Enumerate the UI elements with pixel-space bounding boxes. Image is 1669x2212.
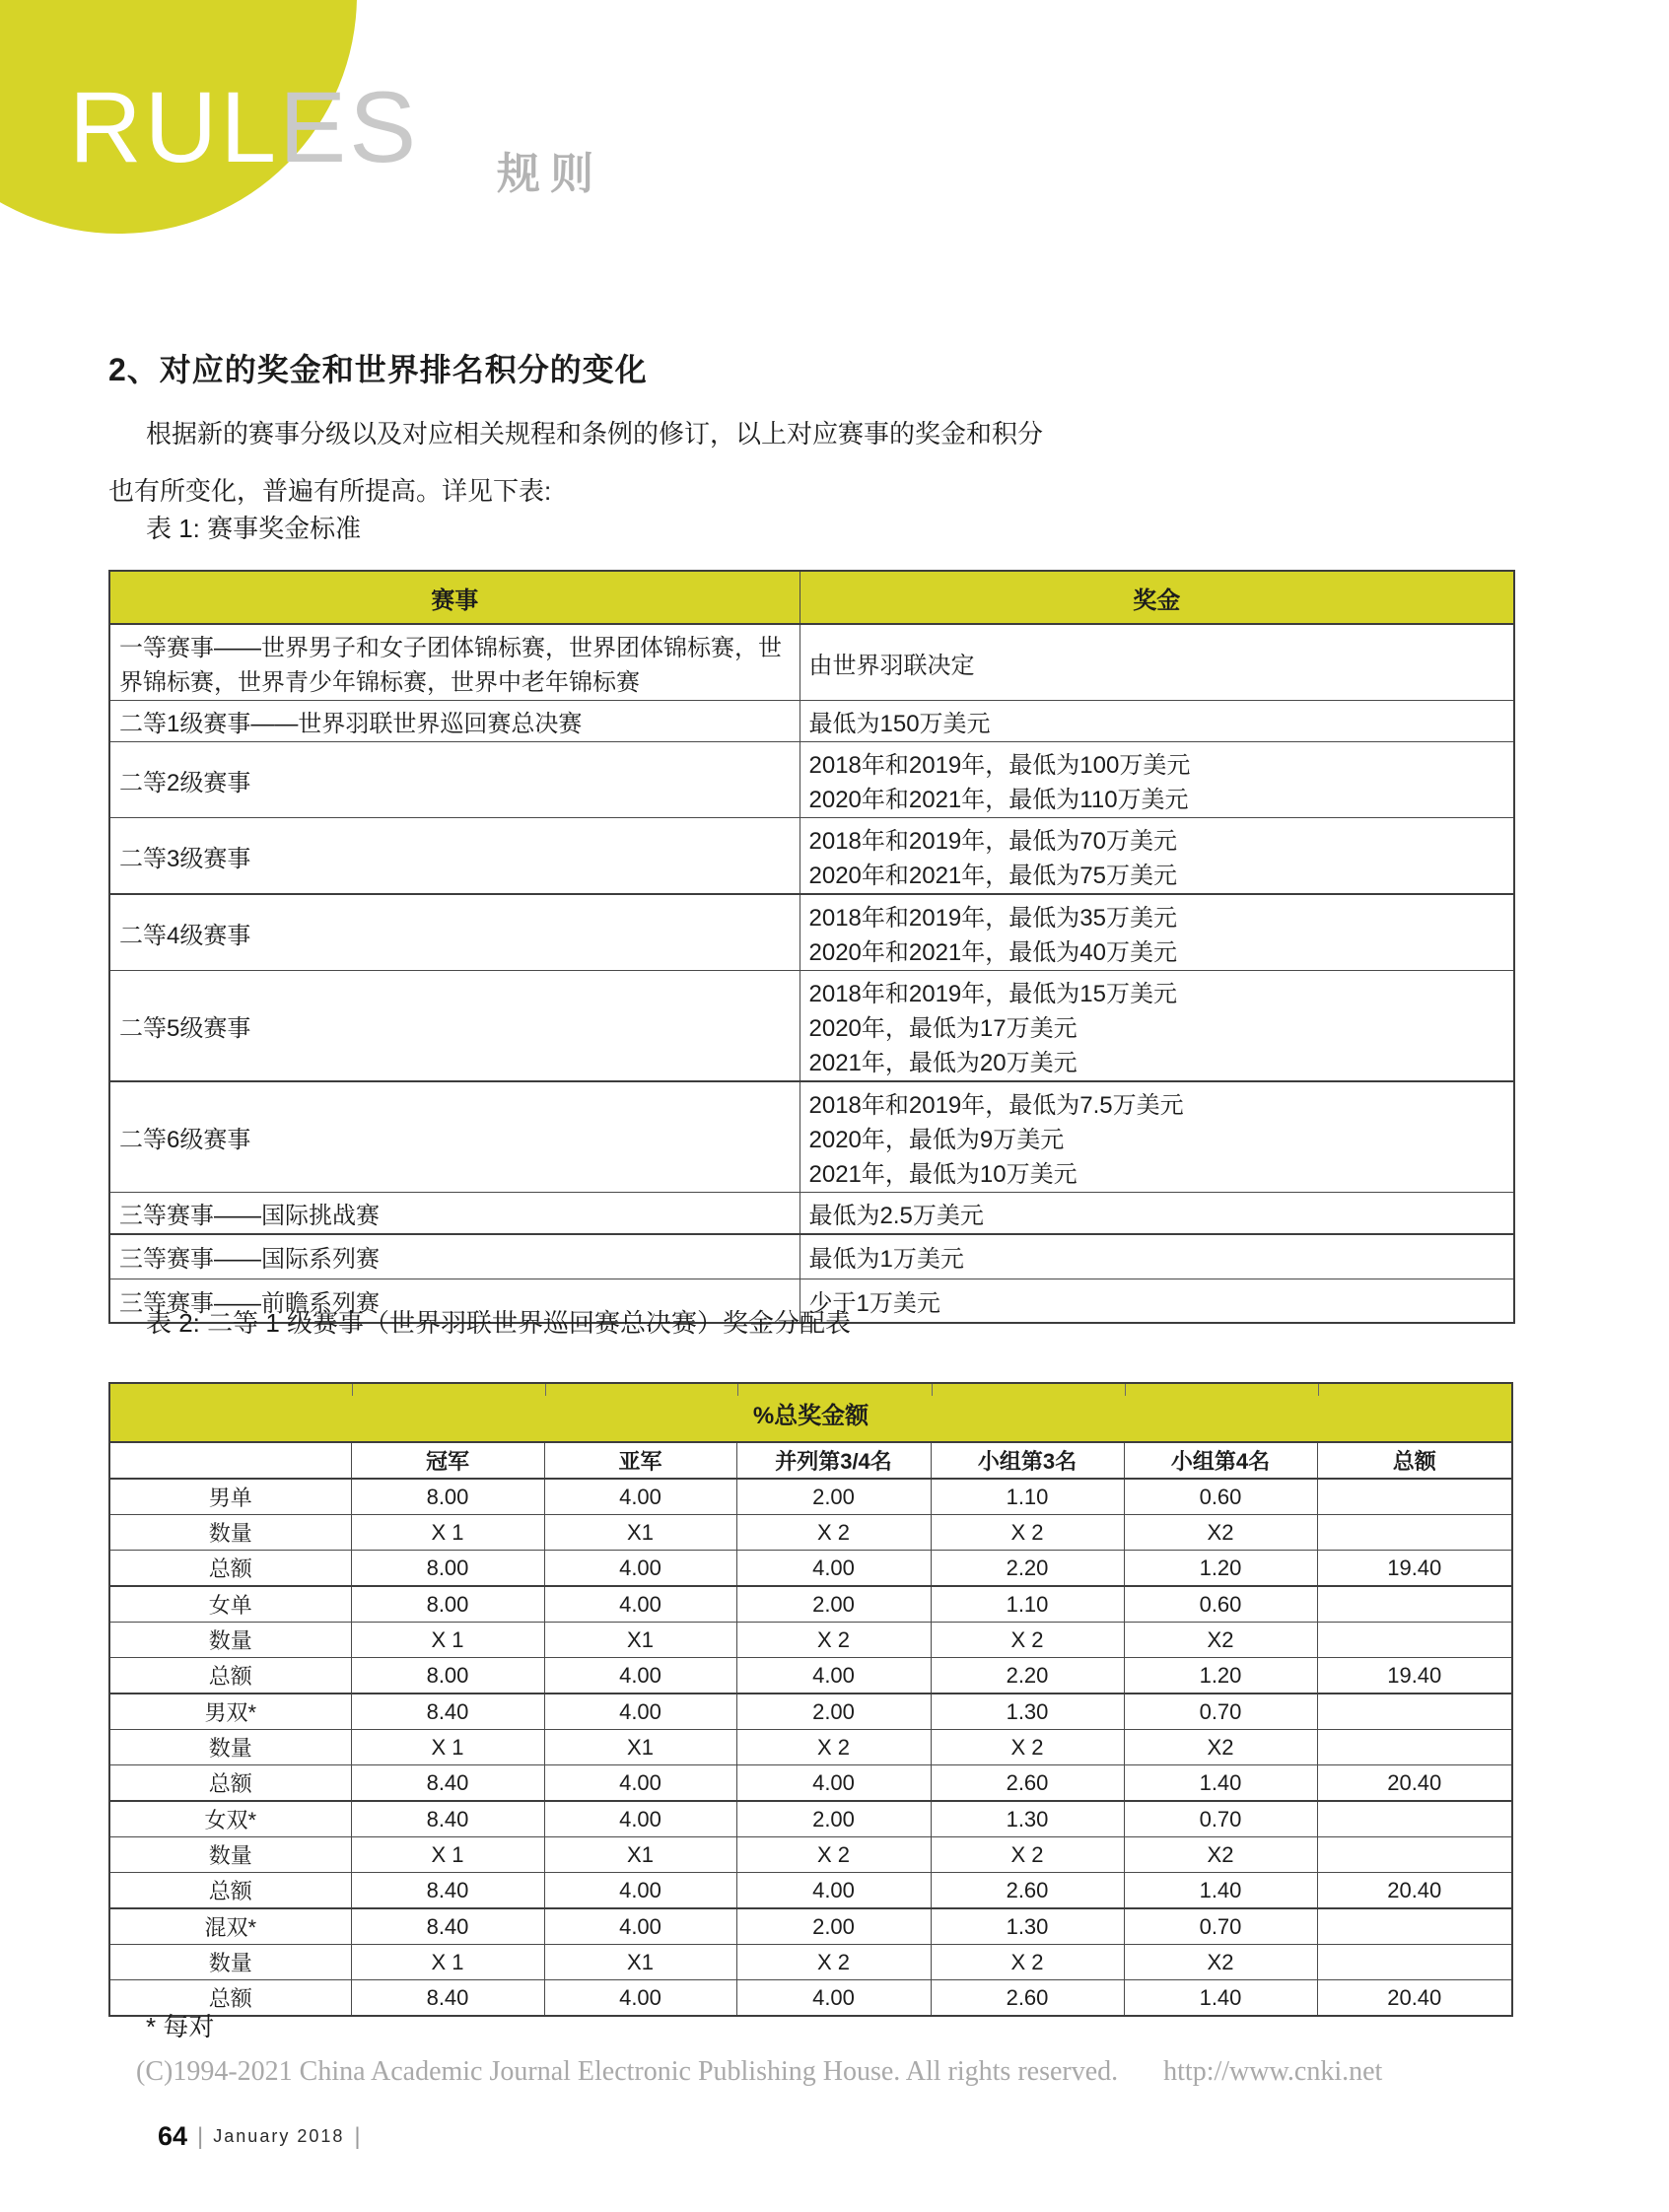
row-label-cell: 男双* — [109, 1694, 351, 1730]
value-cell: 0.70 — [1124, 1908, 1317, 1945]
event-cell: 二等4级赛事 — [109, 894, 800, 971]
table-row — [109, 624, 1514, 701]
prize-cell — [800, 624, 1514, 701]
table2-band-row — [109, 1383, 1512, 1442]
page-footer — [158, 2121, 371, 2152]
value-cell: 20.40 — [1317, 1873, 1512, 1909]
column-header: 奖金 — [800, 571, 1514, 624]
table1-caption: 表 1: 赛事奖金标准 — [146, 514, 362, 543]
event-cell: 一等赛事——世界男子和女子团体锦标赛，世界团体锦标赛，世界锦标赛，世界青少年锦标赛，世界中老年锦标赛 — [109, 624, 800, 701]
table-row — [109, 1730, 1512, 1765]
column-header: 并列第3/4名 — [736, 1442, 931, 1479]
issue-label: January 2018 — [213, 2126, 345, 2146]
row-label-cell: 总额 — [109, 1658, 351, 1694]
prize-cell — [800, 742, 1514, 818]
page-banner-title — [69, 71, 420, 183]
prize-cell — [800, 894, 1514, 971]
value-cell: 19.40 — [1317, 1551, 1512, 1587]
footer-divider: | — [197, 2122, 204, 2150]
value-cell: 8.40 — [351, 1801, 544, 1837]
value-cell: X 2 — [931, 1623, 1124, 1658]
prize-cell — [800, 1081, 1514, 1193]
value-cell: 2.60 — [931, 1980, 1124, 2017]
row-label-cell: 总额 — [109, 1551, 351, 1587]
value-cell: X 1 — [351, 1730, 544, 1765]
footer-divider: | — [354, 2122, 361, 2150]
value-cell: 1.10 — [931, 1586, 1124, 1623]
paragraph-line: 也有所变化，普遍有所提高。详见下表: — [108, 476, 552, 506]
value-cell: 8.00 — [351, 1479, 544, 1515]
table-row — [109, 1694, 1512, 1730]
value-cell: X 2 — [931, 1515, 1124, 1551]
page-number: 64 — [158, 2121, 188, 2151]
value-cell: X 2 — [736, 1623, 931, 1658]
prize-cell — [800, 1234, 1514, 1279]
column-tick — [352, 1384, 353, 1396]
value-cell: 4.00 — [544, 1908, 736, 1945]
row-label-cell: 数量 — [109, 1837, 351, 1873]
event-cell: 三等赛事——国际挑战赛 — [109, 1193, 800, 1235]
value-cell: 2.20 — [931, 1551, 1124, 1587]
value-cell: 20.40 — [1317, 1765, 1512, 1802]
value-cell: X 2 — [736, 1837, 931, 1873]
table1-header-row — [109, 571, 1514, 624]
value-cell: 4.00 — [544, 1658, 736, 1694]
row-label-cell: 总额 — [109, 1980, 351, 2017]
value-cell: X2 — [1124, 1730, 1317, 1765]
prize-line: 2018年和2019年，最低为15万美元 — [808, 981, 1177, 1007]
value-cell: X2 — [1124, 1623, 1317, 1658]
value-cell: X 2 — [931, 1945, 1124, 1980]
column-header: 小组第3名 — [931, 1442, 1124, 1479]
event-cell: 三等赛事——国际系列赛 — [109, 1234, 800, 1279]
value-cell: X2 — [1124, 1837, 1317, 1873]
column-tick — [1125, 1384, 1126, 1396]
value-cell: 1.40 — [1124, 1765, 1317, 1802]
column-header: 总额 — [1317, 1442, 1512, 1479]
prize-cell — [800, 818, 1514, 895]
value-cell: 2.20 — [931, 1658, 1124, 1694]
copyright-text: (C)1994-2021 China Academic Journal Electronic Publishing House. All rights reserved. — [136, 2056, 1119, 2087]
value-cell — [1317, 1837, 1512, 1873]
row-label-cell: 女双* — [109, 1801, 351, 1837]
value-cell: 1.40 — [1124, 1980, 1317, 2017]
table-row — [109, 818, 1514, 895]
value-cell: X2 — [1124, 1515, 1317, 1551]
prize-line: 2021年，最低为20万美元 — [808, 1050, 1078, 1076]
prize-line: 2018年和2019年，最低为70万美元 — [808, 828, 1177, 855]
row-label-cell: 女单 — [109, 1586, 351, 1623]
row-label-cell: 总额 — [109, 1765, 351, 1802]
value-cell: 8.00 — [351, 1658, 544, 1694]
value-cell: 0.70 — [1124, 1801, 1317, 1837]
table-row — [109, 1945, 1512, 1980]
event-cell: 二等1级赛事——世界羽联世界巡回赛总决赛 — [109, 701, 800, 742]
value-cell — [1317, 1908, 1512, 1945]
value-cell — [1317, 1515, 1512, 1551]
column-tick — [1318, 1384, 1319, 1396]
table-row — [109, 1658, 1512, 1694]
table-row — [109, 971, 1514, 1082]
value-cell: X 1 — [351, 1837, 544, 1873]
prize-line: 2020年，最低为17万美元 — [808, 1015, 1078, 1042]
table-row — [109, 894, 1514, 971]
prize-line: 2020年和2021年，最低为110万美元 — [808, 787, 1189, 813]
prize-cell — [800, 1193, 1514, 1235]
table2-footnote: * 每对 — [146, 2012, 215, 2041]
value-cell — [1317, 1801, 1512, 1837]
value-cell: 2.00 — [736, 1586, 931, 1623]
value-cell: 4.00 — [544, 1765, 736, 1802]
value-cell: 4.00 — [544, 1586, 736, 1623]
prize-line: 2018年和2019年，最低为100万美元 — [808, 752, 1191, 779]
prize-line: 2020年和2021年，最低为40万美元 — [808, 939, 1177, 966]
prize-line: 2021年，最低为10万美元 — [808, 1161, 1078, 1188]
table-row — [109, 1765, 1512, 1802]
value-cell: 2.00 — [736, 1694, 931, 1730]
value-cell: 8.40 — [351, 1765, 544, 1802]
value-cell: 1.40 — [1124, 1873, 1317, 1909]
table-row — [109, 1801, 1512, 1837]
prize-line: 由世界羽联决定 — [808, 652, 975, 679]
value-cell: 4.00 — [736, 1551, 931, 1587]
table-row — [109, 742, 1514, 818]
value-cell: X 2 — [736, 1945, 931, 1980]
banner-word-part-gray: ES — [279, 71, 420, 183]
table-row — [109, 1515, 1512, 1551]
row-label-cell: 数量 — [109, 1515, 351, 1551]
value-cell: X1 — [544, 1515, 736, 1551]
table2-band-title: %总奖金额 — [109, 1383, 1512, 1442]
column-tick — [737, 1384, 738, 1396]
value-cell: 2.00 — [736, 1479, 931, 1515]
publisher-url: http://www.cnki.net — [1163, 2056, 1383, 2087]
table-row — [109, 1623, 1512, 1658]
value-cell: 20.40 — [1317, 1980, 1512, 2017]
value-cell: X 2 — [736, 1515, 931, 1551]
event-cell: 三等赛事——前瞻系列赛 — [109, 1279, 800, 1323]
prize-line: 2018年和2019年，最低为7.5万美元 — [808, 1092, 1184, 1119]
value-cell: 2.60 — [931, 1765, 1124, 1802]
value-cell: X 2 — [931, 1837, 1124, 1873]
table2-header-row — [109, 1442, 1512, 1479]
column-header: 赛事 — [109, 571, 800, 624]
value-cell — [1317, 1479, 1512, 1515]
table1 — [108, 570, 1515, 1324]
value-cell: 1.30 — [931, 1908, 1124, 1945]
value-cell: 2.00 — [736, 1801, 931, 1837]
paragraph-line: 根据新的赛事分级以及对应相关规程和条例的修订，以上对应赛事的奖金和积分 — [146, 419, 1044, 449]
banner-cjk-title: 规则 — [497, 150, 603, 198]
column-tick — [932, 1384, 933, 1396]
column-header: 小组第4名 — [1124, 1442, 1317, 1479]
value-cell — [1317, 1623, 1512, 1658]
section-heading: 2、对应的奖金和世界排名积分的变化 — [108, 352, 648, 387]
value-cell: 1.30 — [931, 1801, 1124, 1837]
prize-cell — [800, 701, 1514, 742]
value-cell: 8.00 — [351, 1551, 544, 1587]
value-cell: 8.40 — [351, 1908, 544, 1945]
banner-word-part-white: RUL — [69, 71, 280, 183]
value-cell — [1317, 1694, 1512, 1730]
table-row — [109, 1837, 1512, 1873]
value-cell: X 2 — [736, 1730, 931, 1765]
prize-cell — [800, 971, 1514, 1082]
copyright-line — [136, 2056, 1382, 2088]
value-cell: X 2 — [931, 1730, 1124, 1765]
table1-prize-standards — [108, 570, 1515, 1324]
value-cell — [1317, 1730, 1512, 1765]
value-cell: X 1 — [351, 1945, 544, 1980]
row-label-cell: 总额 — [109, 1873, 351, 1909]
prize-line: 少于1万美元 — [808, 1289, 940, 1317]
prize-cell — [800, 1279, 1514, 1323]
event-cell: 二等5级赛事 — [109, 971, 800, 1082]
value-cell: 19.40 — [1317, 1658, 1512, 1694]
value-cell: 4.00 — [544, 1873, 736, 1909]
table-row — [109, 701, 1514, 742]
column-header: 冠军 — [351, 1442, 544, 1479]
value-cell: X1 — [544, 1623, 736, 1658]
value-cell: 2.60 — [931, 1873, 1124, 1909]
value-cell: 8.40 — [351, 1980, 544, 2017]
event-cell: 二等3级赛事 — [109, 818, 800, 895]
event-cell: 二等2级赛事 — [109, 742, 800, 818]
value-cell: 4.00 — [736, 1980, 931, 2017]
value-cell: X 1 — [351, 1623, 544, 1658]
table2-caption: 表 2: 二等 1 级赛事（世界羽联世界巡回赛总决赛）奖金分配表 — [146, 1308, 852, 1338]
row-label-cell: 数量 — [109, 1945, 351, 1980]
value-cell: 8.00 — [351, 1586, 544, 1623]
event-cell: 二等6级赛事 — [109, 1081, 800, 1193]
value-cell: X1 — [544, 1837, 736, 1873]
value-cell: X 1 — [351, 1515, 544, 1551]
prize-line: 最低为2.5万美元 — [808, 1203, 984, 1229]
value-cell — [1317, 1586, 1512, 1623]
table-row — [109, 1980, 1512, 2017]
table-row — [109, 1234, 1514, 1279]
value-cell: 4.00 — [736, 1873, 931, 1909]
column-header: 亚军 — [544, 1442, 736, 1479]
value-cell: 4.00 — [544, 1801, 736, 1837]
value-cell: 1.20 — [1124, 1658, 1317, 1694]
value-cell: X1 — [544, 1945, 736, 1980]
table-row — [109, 1193, 1514, 1235]
value-cell: 0.60 — [1124, 1586, 1317, 1623]
prize-line: 最低为150万美元 — [808, 711, 991, 737]
row-label-cell: 数量 — [109, 1623, 351, 1658]
value-cell: X2 — [1124, 1945, 1317, 1980]
row-label-cell: 男单 — [109, 1479, 351, 1515]
row-label-cell: 混双* — [109, 1908, 351, 1945]
value-cell — [1317, 1945, 1512, 1980]
value-cell: 2.00 — [736, 1908, 931, 1945]
table-row — [109, 1908, 1512, 1945]
value-cell: 4.00 — [736, 1658, 931, 1694]
prize-line: 最低为1万美元 — [808, 1246, 964, 1274]
value-cell: 0.60 — [1124, 1479, 1317, 1515]
table-row — [109, 1551, 1512, 1587]
table-row — [109, 1081, 1514, 1193]
row-label-cell: 数量 — [109, 1730, 351, 1765]
table-row — [109, 1873, 1512, 1909]
value-cell: 1.10 — [931, 1479, 1124, 1515]
prize-line: 2020年和2021年，最低为75万美元 — [808, 863, 1177, 889]
prize-line: 2020年，最低为9万美元 — [808, 1127, 1065, 1153]
value-cell: 1.30 — [931, 1694, 1124, 1730]
table-row — [109, 1586, 1512, 1623]
value-cell: 4.00 — [544, 1479, 736, 1515]
value-cell: 1.20 — [1124, 1551, 1317, 1587]
table2-prize-distribution — [108, 1382, 1513, 2017]
table2 — [108, 1382, 1513, 2017]
value-cell: 0.70 — [1124, 1694, 1317, 1730]
value-cell: 8.40 — [351, 1873, 544, 1909]
value-cell: 4.00 — [544, 1694, 736, 1730]
value-cell: 4.00 — [736, 1765, 931, 1802]
table-row — [109, 1479, 1512, 1515]
value-cell: 4.00 — [544, 1551, 736, 1587]
column-header — [109, 1442, 351, 1479]
prize-line: 2018年和2019年，最低为35万美元 — [808, 905, 1177, 932]
value-cell: X1 — [544, 1730, 736, 1765]
value-cell: 4.00 — [544, 1980, 736, 2017]
column-tick — [545, 1384, 546, 1396]
value-cell: 8.40 — [351, 1694, 544, 1730]
